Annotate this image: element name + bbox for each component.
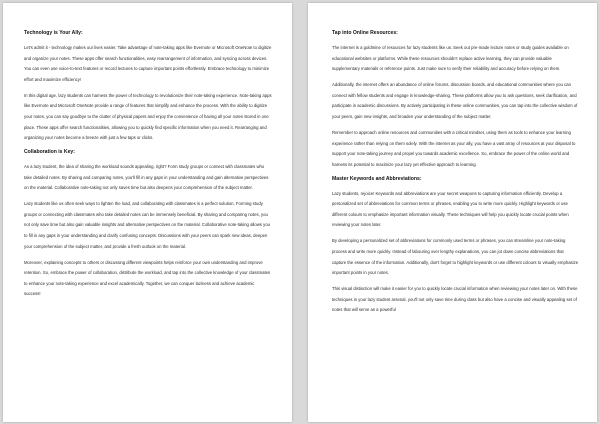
- paragraph: Let's admit it - technology makes our lives easier. Take advantage of note-taking apps like Evernote or Microsoft OneNote to digitize and organize your notes. These apps offer search functionalities, easy rearrangement of information, and syncing across devices. You can even use voice-to-text features or record lectures to capture important points effortlessly. Embrace technology to minimize effort and maximize efficiency!: [24, 45, 272, 82]
- page-right: [308, 3, 597, 422]
- paragraph: By developing a personalized set of abbreviations for commonly used terms or phrases, you can streamline your note-taking process and write more quickly. Instead of labouring over lengthy explanations, you can jot down concise abbreviations that capture the essence of the information. Additionally, don't forget to highlight keywords or use different colours to visually emphasize important points in your notes.: [332, 238, 579, 276]
- section-keywords: [332, 176, 579, 316]
- paragraph: Additionally, the internet offers an abundance of online forums, discussion boards, and educational communities where you can connect with fellow students and engage in knowledge-sharing. These platforms allow you to ask questions, seek clarification, and participate in academic discussions. By actively participating in these online communities, you can tap into the collective wisdom of your peers, gain new insights, and broaden your understanding of the subject matter.: [332, 82, 578, 119]
- section-collaboration: [24, 149, 272, 300]
- section-online-resources: [332, 30, 579, 170]
- paragraph: As a lazy student, the idea of sharing the workload sounds appealing, right? Form study groups or connect with classmates who take detailed notes. By sharing and comparing notes, you'll fill in any gaps in your understanding and gain alternative perspectives on the material. Collaborative note-taking not only saves time but also deepens your comprehension of the subject matter.: [24, 164, 269, 191]
- section-heading: Collaboration is Key:: [24, 149, 75, 156]
- paragraph: Lazy students, rejoice! Keywords and abbreviations are your secret weapons to capturing information efficiently. Develop a personalized set of abbreviations for common terms or phrases, enabling you to write more quickly. Highlight keywords or use different colours to emphasize important information visually. These techniques will help you quickly locate crucial points when reviewing your notes later.: [332, 190, 569, 228]
- section-heading: Technology is Your Ally:: [24, 30, 83, 36]
- section-heading: Tap into Online Resources:: [332, 30, 398, 36]
- paragraph: Remember to approach online resources and communities with a critical mindset, using them as tools to enhance your learning experience rather than relying on them solely. With the internet as your ally, you have a vast array of resources at your disposal to support your note-taking journey and propel you towards academic excellence. So, embrace the power of the online world and harness its potential to maximize your lazy yet effective approach to learning.: [332, 129, 576, 167]
- paragraph: In this digital age, lazy students can harness the power of technology to revolutionize their note-taking experience. Note-taking apps like Evernote and Microsoft OneNote provide a range of features that simplify and enhance the process. With the ability to digitize your notes, you can say goodbye to the clutter of physical papers and enjoy the convenience of having all your notes stored in one place. These apps offer search functionalities, allowing you to quickly find specific information when you need it. Rearranging and organizing your notes become a breeze with just a few taps or clicks.: [24, 92, 272, 141]
- paragraph: The internet is a goldmine of resources for lazy students like us. Seek out pre-made lecture notes or study guides available on educational websites or platforms. While these resources shouldn't replace active learning, they can provide valuable supplementary materials or reference points. Just make sure to verify their reliability and accuracy before relying on them.: [332, 45, 569, 72]
- section-technology: [24, 30, 272, 144]
- paragraph: This visual distinction will make it easier for you to quickly locate crucial information when reviewing your notes later on. With these techniques in your lazy student arsenal, you'll not only save time during class but also have a concise and visually appealing set of notes that will serve as a powerful: [332, 286, 578, 313]
- paragraph: Lazy students like us often seek ways to lighten the load, and collaborating with classmates is a perfect solution. Forming study groups or connecting with classmates who take detailed notes can be immensely beneficial. By sharing and comparing notes, you not only save time but also gain valuable insights and alternative perspectives on the material. Collaborative note-taking allows you to fill in any gaps in your understanding and clarify confusing concepts. Discussions with your peers can spark new ideas, deepen your comprehension of the subject matter, and provide a fresh outlook on the material.: [24, 201, 270, 249]
- section-heading: Master Keywords and Abbreviations:: [332, 175, 422, 182]
- page-left: [3, 3, 292, 422]
- paragraph: Moreover, explaining concepts to others or discussing different viewpoints helps reinforce your own understanding and improve retention. So, embrace the power of collaboration, distribute the workload, and tap into the collective knowledge of your classmates to enhance your note-taking experience and excel academically. Together, we can conquer laziness and achieve academic success!: [24, 259, 271, 297]
